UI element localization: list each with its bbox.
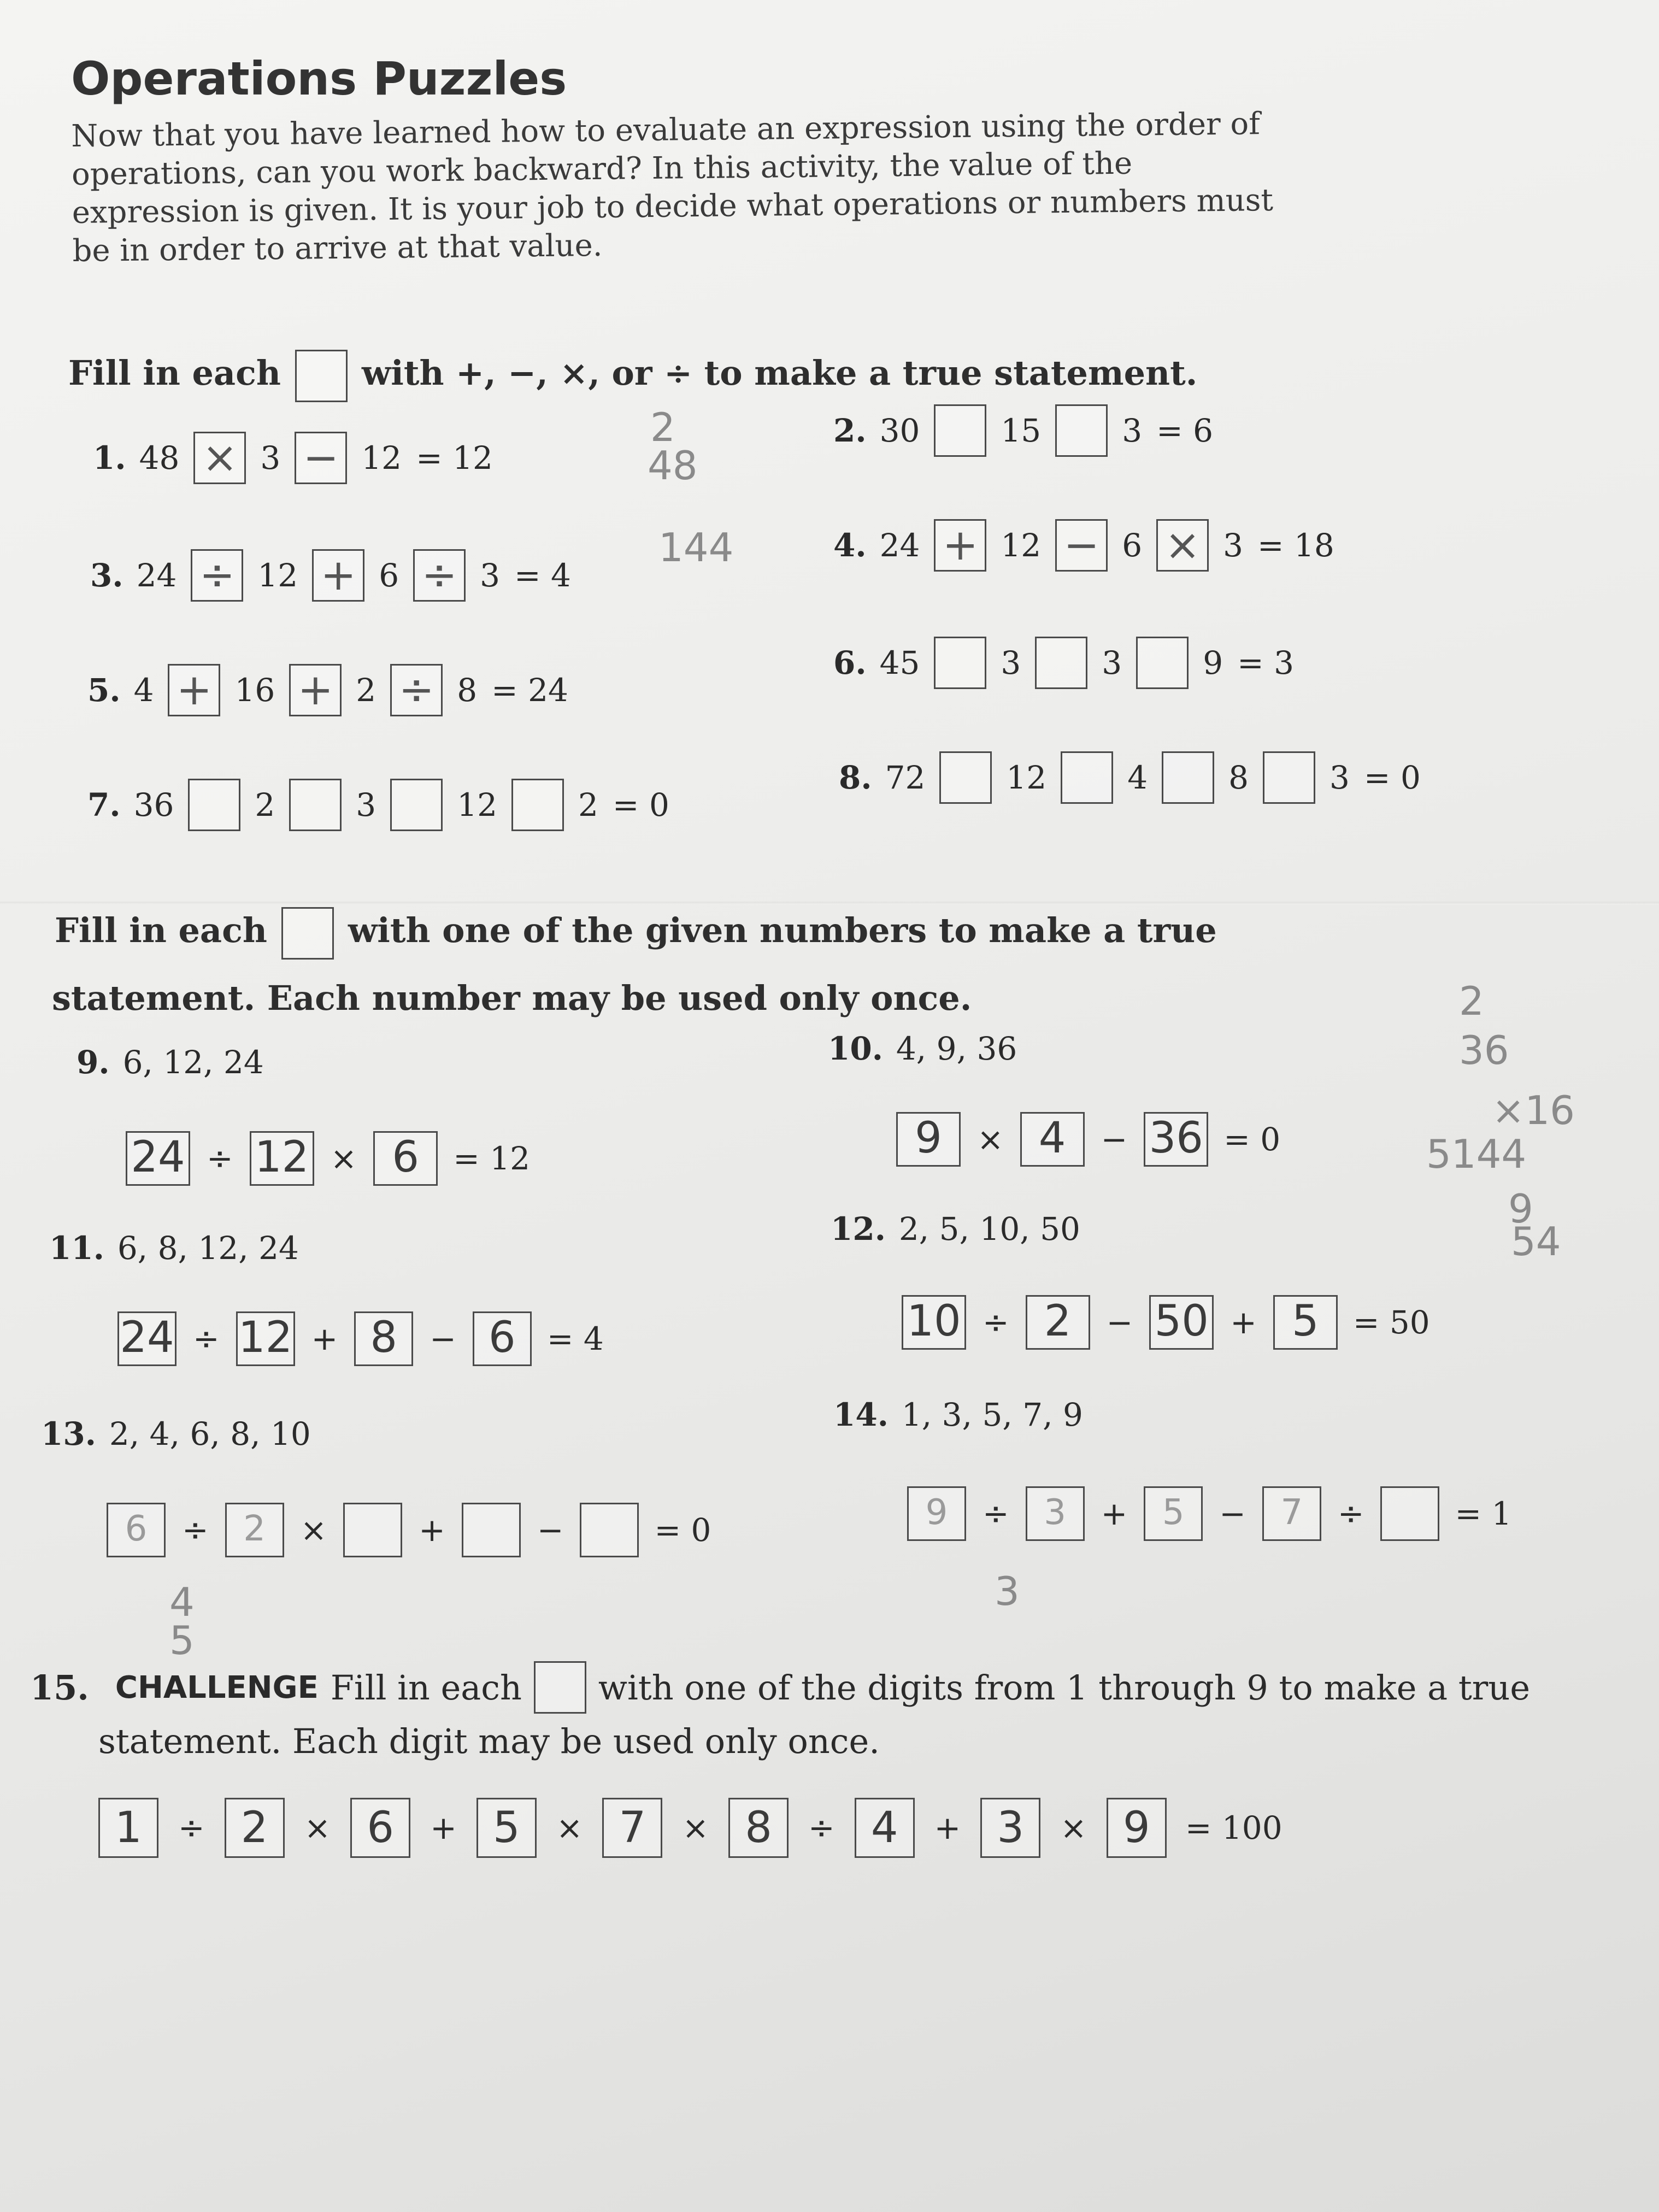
problem-number: 10. [828, 1030, 883, 1067]
problem-number: 3. [90, 557, 123, 594]
number-answer-box[interactable]: 5 [1144, 1486, 1203, 1541]
problem-equation [896, 1112, 1280, 1167]
operator-answer-box[interactable] [1035, 637, 1087, 689]
pencil-note: 9 [1508, 1186, 1533, 1232]
operator-answer-box[interactable] [1263, 751, 1315, 804]
problem-term: 12 [1006, 759, 1047, 796]
answer-box-sample [281, 907, 334, 960]
pencil-note: 2 [650, 404, 675, 450]
operator-answer-box[interactable]: ÷ [413, 549, 466, 602]
operator-symbol: × [300, 1511, 327, 1549]
operator-symbol: × [682, 1809, 709, 1846]
digit-answer-box[interactable]: 8 [728, 1798, 789, 1858]
problem-result: = 18 [1257, 527, 1334, 564]
operator-answer-box[interactable] [1055, 404, 1108, 457]
problem-term: 2 [356, 672, 376, 709]
operator-symbol: − [1101, 1121, 1128, 1158]
operator-answer-box[interactable] [188, 779, 240, 831]
problem-number: 5. [87, 672, 121, 709]
problem-result: = 4 [514, 557, 571, 594]
problem-term: 36 [133, 786, 174, 823]
number-answer-box[interactable]: 5 [1273, 1295, 1338, 1350]
operator-symbol: ÷ [182, 1511, 209, 1549]
problem-term: 48 [139, 439, 180, 476]
problem-term: 3 [260, 439, 281, 476]
problem-term: 12 [257, 557, 298, 594]
pencil-note: ×16 [1492, 1087, 1575, 1133]
part1-heading-start: Fill in each [68, 353, 281, 393]
problem-number: 14. [833, 1396, 889, 1433]
operator-answer-box[interactable]: + [289, 664, 342, 716]
number-answer-box[interactable]: 9 [907, 1486, 966, 1541]
operator-symbol: + [419, 1511, 445, 1549]
challenge-text-start: Fill in each [330, 1667, 522, 1708]
problem-term: 2 [255, 786, 275, 823]
problem-number: 9. [77, 1044, 110, 1081]
part2-heading [55, 907, 1217, 960]
problem-term: 3 [1223, 527, 1243, 564]
number-answer-box[interactable]: 3 [1026, 1486, 1085, 1541]
operator-answer-box[interactable]: − [1055, 519, 1108, 572]
pencil-note: 5 [169, 1617, 195, 1663]
problem-term: 9 [1203, 644, 1223, 681]
problem-term: 30 [879, 412, 920, 449]
problem-number: 13. [41, 1415, 96, 1452]
problem-term: 6 [1122, 527, 1143, 564]
challenge-text-end: with one of the digits from 1 through 9 to make a true [598, 1667, 1531, 1708]
equation-result: = 50 [1352, 1304, 1430, 1341]
problem-term: 3 [356, 786, 376, 823]
operator-symbol: × [304, 1809, 331, 1846]
problem-term: 15 [1001, 412, 1042, 449]
problem-row [87, 779, 669, 831]
page-title: Operations Puzzles [71, 52, 567, 105]
problem-term: 24 [136, 557, 177, 594]
operator-answer-box[interactable]: + [168, 664, 220, 716]
number-answer-box[interactable]: 50 [1149, 1295, 1214, 1350]
digit-answer-box[interactable]: 6 [350, 1798, 410, 1858]
problem-header [41, 1415, 311, 1452]
problem-term: 4 [1127, 759, 1148, 796]
problem-term: 6 [379, 557, 399, 594]
challenge-label: CHALLENGE [115, 1669, 319, 1705]
problem-row [93, 432, 493, 484]
problem-equation [126, 1131, 530, 1186]
digit-answer-box[interactable]: 1 [98, 1798, 158, 1858]
problem-term: 12 [457, 786, 497, 823]
problem-row [90, 549, 571, 602]
number-answer-box[interactable]: 36 [1144, 1112, 1208, 1167]
problem-equation [117, 1311, 604, 1366]
operator-answer-box[interactable] [934, 637, 986, 689]
problem-equation [902, 1295, 1430, 1350]
operator-answer-box[interactable] [939, 751, 992, 804]
operator-answer-box[interactable]: + [312, 549, 364, 602]
paper-fold [0, 902, 1659, 905]
operator-symbol: × [1060, 1809, 1087, 1846]
equation-result: = 4 [546, 1320, 604, 1357]
number-answer-box[interactable]: 7 [1262, 1486, 1321, 1541]
operator-symbol: − [1219, 1495, 1246, 1532]
operator-answer-box[interactable]: ÷ [191, 549, 243, 602]
operator-symbol: × [556, 1809, 583, 1846]
operator-symbol: − [430, 1320, 456, 1357]
problem-number: 2. [833, 412, 867, 449]
problem-term: 16 [234, 672, 275, 709]
number-answer-box[interactable] [580, 1503, 639, 1557]
digit-answer-box[interactable]: 4 [855, 1798, 915, 1858]
operator-symbol: ÷ [207, 1140, 233, 1177]
number-answer-box[interactable]: 9 [896, 1112, 961, 1167]
problem-result: = 12 [416, 439, 493, 476]
number-answer-box[interactable]: 24 [117, 1311, 177, 1366]
operator-symbol: − [537, 1511, 564, 1549]
part2-heading-line2: statement. Each number may be used only once. [52, 978, 972, 1018]
pencil-note: 5144 [1426, 1131, 1527, 1177]
problem-number: 6. [833, 644, 867, 681]
operator-symbol: ÷ [178, 1809, 205, 1846]
number-answer-box[interactable] [343, 1503, 402, 1557]
intro-paragraph: Now that you have learned how to evaluate an expression using the order of operations, can you work backward? In this activity, the value of the expression is given. It is your job to decide what operations or numbers must be in order to arrive at that value. [71, 106, 1274, 269]
answer-box-sample [295, 350, 348, 402]
operator-symbol: ÷ [808, 1809, 835, 1846]
problem-header [833, 1396, 1083, 1433]
equation-result: = 0 [1223, 1121, 1281, 1158]
operator-symbol: × [330, 1140, 357, 1177]
problem-term: 2 [578, 786, 598, 823]
problem-term: 45 [879, 644, 920, 681]
operator-symbol: ÷ [983, 1495, 1009, 1532]
digit-answer-box[interactable]: 7 [602, 1798, 662, 1858]
problem-result: = 0 [1363, 759, 1421, 796]
pencil-note: 3 [995, 1568, 1020, 1614]
problem-row [833, 404, 1213, 457]
number-answer-box[interactable] [462, 1503, 521, 1557]
number-list: 2, 4, 6, 8, 10 [109, 1415, 311, 1452]
challenge-line2: statement. Each digit may be used only once. [98, 1721, 880, 1761]
number-answer-box[interactable]: 10 [902, 1295, 966, 1350]
operator-symbol: + [311, 1320, 338, 1357]
problem-term: 3 [1122, 412, 1143, 449]
number-answer-box[interactable]: 24 [126, 1131, 190, 1186]
number-answer-box[interactable]: 12 [250, 1131, 314, 1186]
challenge-number: 15. [30, 1667, 89, 1708]
operator-symbol: + [934, 1809, 961, 1846]
part1-heading [68, 350, 1197, 402]
part2-heading-end: with one of the given numbers to make a true [348, 910, 1217, 950]
operator-answer-box[interactable] [390, 779, 443, 831]
challenge-line1 [30, 1661, 1530, 1714]
problem-term: 3 [480, 557, 500, 594]
pencil-note: 144 [658, 525, 734, 570]
operator-answer-box[interactable]: × [193, 432, 246, 484]
number-answer-box[interactable]: 2 [225, 1503, 284, 1557]
operator-answer-box[interactable] [511, 779, 564, 831]
problem-equation [107, 1503, 711, 1557]
digit-answer-box[interactable]: 3 [980, 1798, 1040, 1858]
problem-number: 7. [87, 786, 121, 823]
pencil-note: 48 [648, 443, 698, 489]
number-answer-box[interactable]: 8 [354, 1311, 413, 1366]
operator-symbol: × [977, 1121, 1004, 1158]
operator-answer-box[interactable] [289, 779, 342, 831]
problem-header [831, 1210, 1080, 1248]
digit-answer-box[interactable]: 9 [1107, 1798, 1167, 1858]
number-list: 6, 8, 12, 24 [117, 1229, 299, 1267]
problem-row [833, 519, 1334, 572]
problem-header [77, 1044, 264, 1081]
problem-row [833, 637, 1294, 689]
problem-equation [907, 1486, 1511, 1541]
problem-term: 3 [1329, 759, 1350, 796]
pencil-note: 36 [1459, 1027, 1509, 1073]
operator-symbol: + [1230, 1304, 1257, 1341]
number-list: 6, 12, 24 [122, 1044, 264, 1081]
number-answer-box[interactable]: 6 [107, 1503, 166, 1557]
problem-number: 11. [49, 1229, 104, 1267]
operator-symbol: ÷ [193, 1320, 220, 1357]
operator-answer-box[interactable] [1061, 751, 1113, 804]
operator-answer-box[interactable]: ÷ [390, 664, 443, 716]
number-answer-box[interactable]: 4 [1020, 1112, 1085, 1167]
problem-result: = 24 [491, 672, 568, 709]
number-list: 1, 3, 5, 7, 9 [901, 1396, 1083, 1433]
operator-symbol: + [430, 1809, 457, 1846]
problem-row [839, 751, 1421, 804]
pencil-note: 2 [1459, 978, 1484, 1024]
problem-header [828, 1030, 1017, 1067]
part2-heading-start: Fill in each [55, 910, 267, 950]
operator-answer-box[interactable]: × [1156, 519, 1209, 572]
problem-result: = 6 [1156, 412, 1214, 449]
equation-result: = 0 [654, 1511, 711, 1549]
problem-term: 72 [885, 759, 926, 796]
operator-answer-box[interactable] [1136, 637, 1189, 689]
answer-box-sample [534, 1661, 586, 1714]
operator-symbol: ÷ [983, 1304, 1009, 1341]
number-answer-box[interactable] [1380, 1486, 1439, 1541]
operator-symbol: + [1101, 1495, 1128, 1532]
operator-answer-box[interactable]: − [295, 432, 347, 484]
problem-term: 8 [1228, 759, 1249, 796]
problem-header [49, 1229, 299, 1267]
problem-term: 24 [879, 527, 920, 564]
operator-symbol: ÷ [1337, 1495, 1364, 1532]
problem-term: 12 [361, 439, 402, 476]
number-answer-box[interactable]: 6 [373, 1131, 438, 1186]
pencil-note: 4 [169, 1579, 195, 1625]
equation-result: = 1 [1455, 1495, 1512, 1532]
part1-heading-end: with +, −, ×, or ÷ to make a true statement. [361, 353, 1198, 393]
pencil-note: 54 [1511, 1219, 1561, 1264]
operator-answer-box[interactable] [934, 404, 986, 457]
operator-symbol: − [1106, 1304, 1133, 1341]
problem-number: 8. [839, 759, 872, 796]
number-list: 4, 9, 36 [896, 1030, 1017, 1067]
problem-term: 3 [1001, 644, 1021, 681]
problem-number: 1. [93, 439, 126, 476]
number-answer-box[interactable]: 12 [236, 1311, 295, 1366]
problem-term: 8 [457, 672, 478, 709]
challenge-equation-row [98, 1798, 1283, 1858]
digit-answer-box[interactable]: 2 [225, 1798, 285, 1858]
operator-answer-box[interactable] [1162, 751, 1214, 804]
problem-number: 4. [833, 527, 867, 564]
digit-answer-box[interactable]: 5 [476, 1798, 537, 1858]
problem-term: 3 [1102, 644, 1122, 681]
number-list: 2, 5, 10, 50 [898, 1210, 1080, 1248]
equation-result: = 100 [1185, 1809, 1283, 1846]
problem-result: = 3 [1237, 644, 1295, 681]
problem-term: 12 [1001, 527, 1042, 564]
number-answer-box[interactable]: 6 [473, 1311, 532, 1366]
equation-result: = 12 [453, 1140, 531, 1177]
number-answer-box[interactable]: 2 [1026, 1295, 1090, 1350]
problem-number: 12. [831, 1210, 886, 1248]
problem-result: = 0 [612, 786, 669, 823]
problem-term: 4 [133, 672, 154, 709]
problem-row [87, 664, 568, 716]
operator-answer-box[interactable]: + [934, 519, 986, 572]
